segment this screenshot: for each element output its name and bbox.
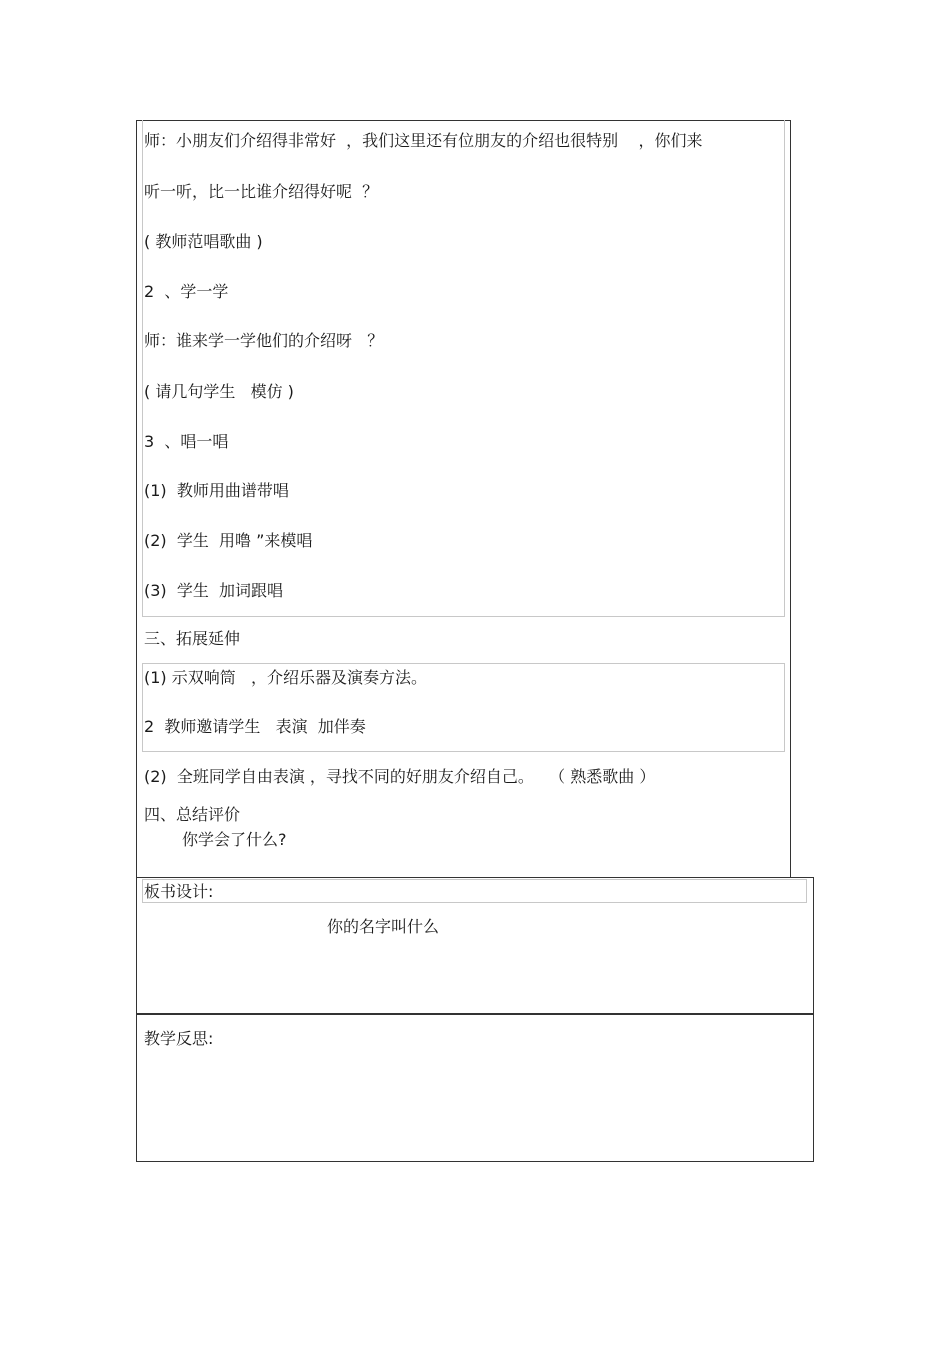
text-line: 你学会了什么? <box>182 830 287 849</box>
board-label: 板书设计: <box>144 882 214 901</box>
text-line: 3 、唱一唱 <box>144 432 229 451</box>
text-line: 听一听，比一比谁介绍得好呢 ？ <box>144 182 379 201</box>
text-line: (3) 学生 加词跟唱 <box>144 581 284 600</box>
text-line: (1) 示双响筒 ，介绍乐器及演奏方法。 <box>144 668 428 687</box>
text-line: 师：小朋友们介绍得非常好 ，我们这里还有位朋友的介绍也很特别 ，你们来 <box>144 131 703 150</box>
text-line: (2) 全班同学自由表演 ，寻找不同的好朋友介绍自己。 （ 熟悉歌曲 ） <box>144 767 656 786</box>
text-line: ( 请几句学生 模仿 ) <box>144 382 294 401</box>
text-line: (1) 教师用曲谱带唱 <box>144 481 289 500</box>
reflection-label: 教学反思: <box>144 1029 214 1048</box>
text-line: 2 、学一学 <box>144 282 229 301</box>
reflection-box <box>136 1013 814 1162</box>
text-line: 师：谁来学一学他们的介绍呀 ？ <box>144 331 384 350</box>
text-line: (2) 学生 用噜 ”来模唱 <box>144 531 313 550</box>
board-title: 你的名字叫什么 <box>327 917 440 936</box>
text-line: 2 教师邀请学生 表演 加伴奏 <box>144 717 366 736</box>
text-line: ( 教师范唱歌曲 ) <box>144 232 263 251</box>
section-heading: 三、拓展延伸 <box>144 629 241 648</box>
section-heading: 四、总结评价 <box>144 805 241 824</box>
board-label-cell <box>142 879 807 903</box>
